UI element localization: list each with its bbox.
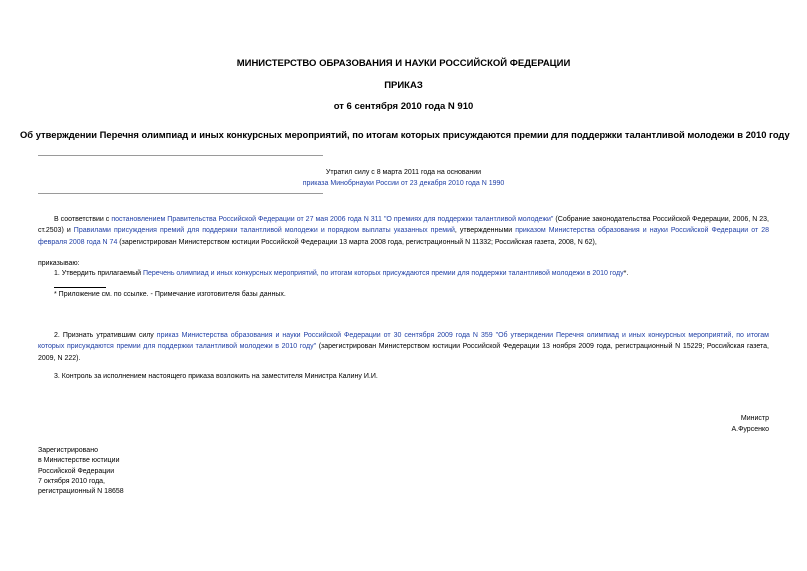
status-link-wrap (0, 180, 807, 187)
doc-type-heading: ПРИКАЗ (384, 80, 423, 91)
item-2-text-1: 2. Признать утратившим силу (54, 332, 157, 339)
footnote: * Приложение см. по ссылке. - Примечание изготовителя базы данных. (54, 291, 286, 298)
preamble-text-1: В соответствии с (54, 216, 112, 223)
item-3: 3. Контроль за исполнением настоящего приказа возложить на заместителя Министра Калину И.И. (54, 373, 378, 380)
preamble-text-4: (зарегистрирован Министерством юстиции Российской Федерации 13 марта 2008 года, регистрационный N 11332; Российская газета, 2008, N 62), (117, 238, 597, 246)
status-bottom-divider (38, 193, 323, 194)
preamble-paragraph (38, 214, 769, 248)
document-title: Об утверждении Перечня олимпиад и иных конкурсных мероприятий, по итогам которых присуждаются премии для поддержки талантливой молодежи в 2010 году (20, 129, 790, 140)
registration-line-5: регистрационный N 18658 (38, 488, 124, 496)
registration-line-4: 7 октября 2010 года, (38, 477, 106, 485)
signature-name: А.Фурсенко (731, 426, 769, 433)
registration-line-1: Зарегистрировано (38, 447, 98, 454)
item-1-text: 1. Утвердить прилагаемый (54, 270, 143, 277)
footnote-divider (54, 287, 106, 288)
registration-line-2: в Министерстве юстиции (38, 457, 120, 465)
award-rules-link[interactable]: Правилами присуждения премий для поддержки талантливой молодежи и порядком выплаты указанных премий (73, 227, 455, 235)
registration-line-3: Российской Федерации (38, 467, 115, 475)
preamble-text-3: , утвержденными (454, 227, 516, 235)
item-2-paragraph (38, 330, 769, 364)
status-line: Утратил силу с 8 марта 2011 года на основании (325, 169, 482, 176)
repealed-order-359-link[interactable]: приказ Министерства образования и науки Российской Федерации от 30 сентября 2009 года N 359 "Об утверждении Перечня олимпиад и иных конкурсных мероприятий, по итогам которых присуждаются премии для поддержки талантливой молодежи в 2010 году" (38, 332, 769, 351)
signature-block (731, 413, 769, 435)
ministry-order-74-link[interactable]: приказом Министерства образования и науки Российской Федерации от 28 февраля 2008 года N 74 (38, 227, 769, 246)
date-number-heading: от 6 сентября 2010 года N 910 (333, 101, 474, 112)
order-word: приказываю: (38, 260, 80, 267)
repeal-order-link[interactable]: приказа Минобрнауки России от 23 декабря 2010 года N 1990 (302, 180, 505, 187)
signature-position: Министр (740, 415, 769, 422)
item-1-asterisk: *. (623, 270, 629, 277)
ministry-heading: МИНИСТЕРСТВО ОБРАЗОВАНИЯ И НАУКИ РОССИЙСКОЙ ФЕДЕРАЦИИ (236, 58, 571, 69)
registration-block (38, 446, 124, 497)
olympiad-list-link[interactable]: Перечень олимпиад и иных конкурсных мероприятий, по итогам которых присуждаются премии для поддержки талантливой молодежи в 2010 году (142, 270, 624, 277)
item-1 (54, 270, 628, 277)
government-decree-link[interactable]: постановлением Правительства Российской Федерации от 27 мая 2006 года N 311 "О премиях для поддержки талантливой молодежи" (111, 216, 554, 223)
item-2-text-2: (зарегистрирован Министерством юстиции Российской Федерации 13 ноября 2009 года, регистрационный N 15229; Российская газета, 2009, N 222). (38, 343, 769, 362)
status-top-divider (38, 155, 323, 156)
preamble-text-2: (Собрание законодательства Российской Федерации, 2006, N 23, ст.2503) и (38, 216, 770, 235)
